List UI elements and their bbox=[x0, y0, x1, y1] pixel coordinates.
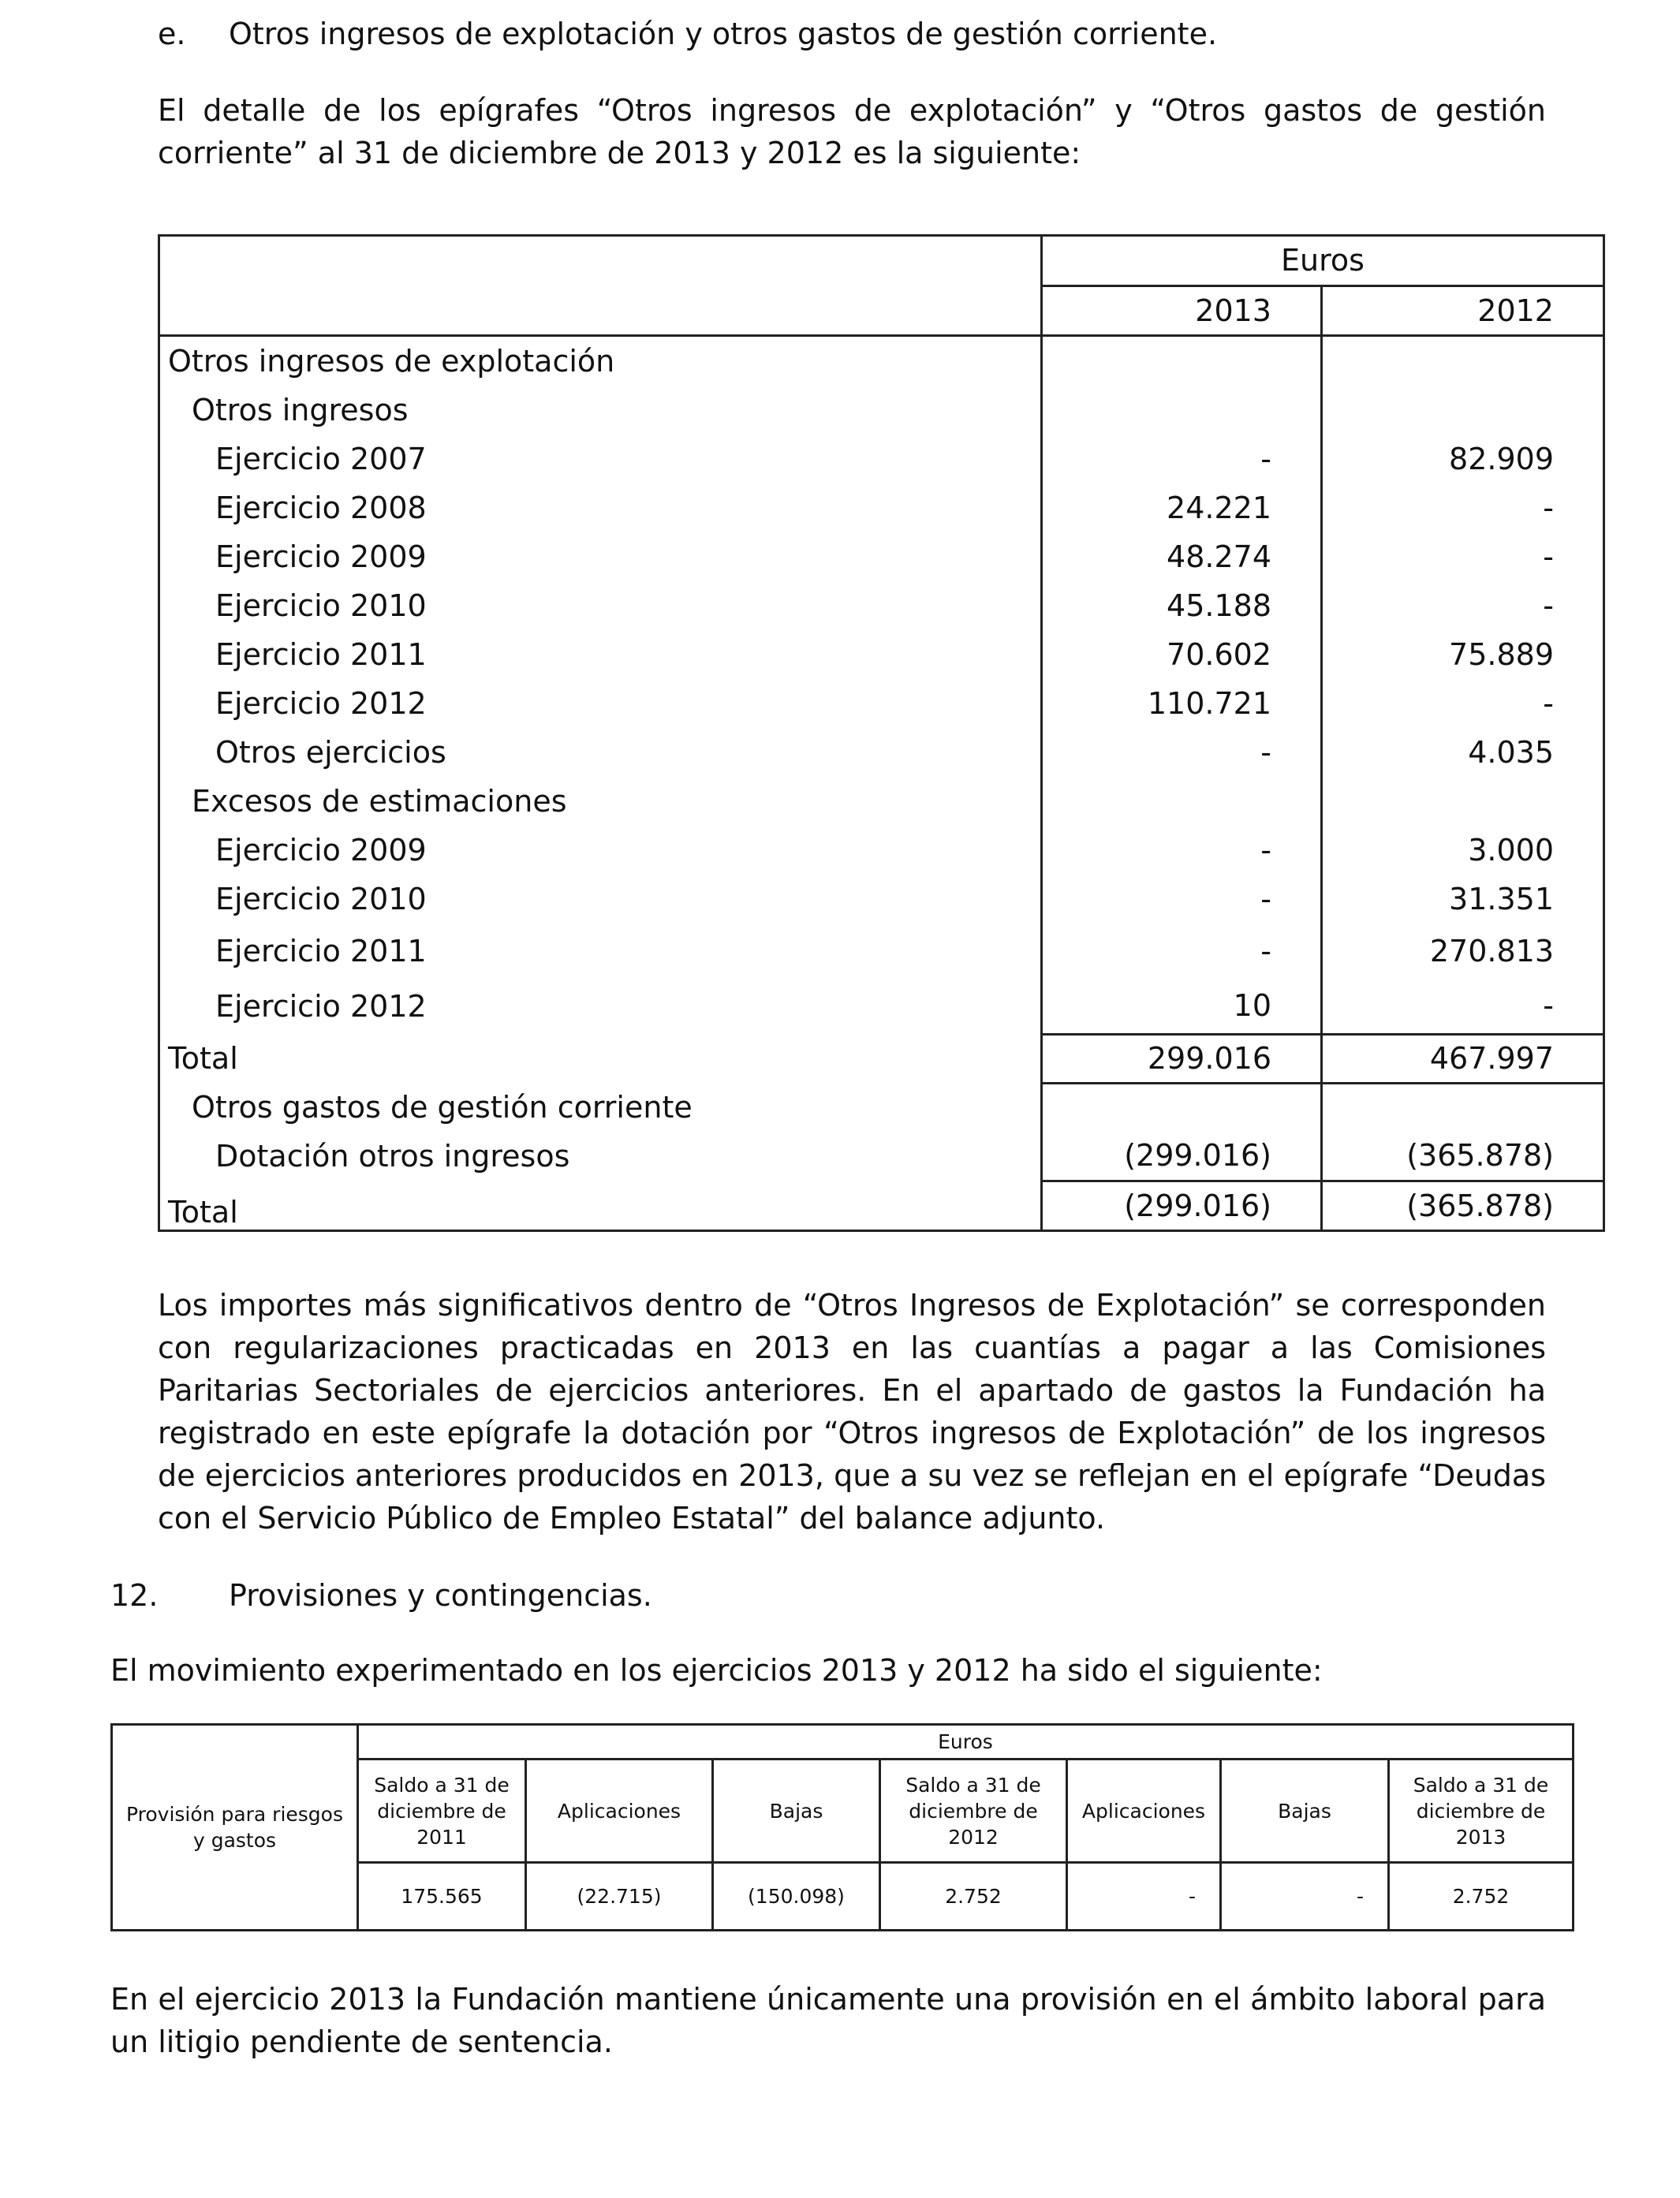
section-e-intro: El detalle de los epígrafes “Otros ingresos de explotación” y “Otros gastos de gestión corriente” al 31 de diciembre de 2013 y 2012 es la siguiente: bbox=[158, 93, 1546, 170]
value-2012: 82.909 bbox=[1322, 435, 1604, 483]
table-cell: (22.715) bbox=[526, 1863, 713, 1931]
row-label: Ejercicio 2009 bbox=[159, 532, 1042, 581]
value-2013: (299.016) bbox=[1042, 1132, 1322, 1181]
row-label: Ejercicio 2008 bbox=[159, 483, 1042, 532]
table-cell: - bbox=[1067, 1863, 1221, 1931]
column-header: Saldo a 31 de diciembre de 2012 bbox=[880, 1760, 1067, 1863]
table-cell: - bbox=[1221, 1863, 1389, 1931]
value-2012: (365.878) bbox=[1322, 1132, 1604, 1181]
row-label: Otros gastos de gestión corriente bbox=[159, 1083, 1042, 1132]
value-2012: - bbox=[1322, 679, 1604, 728]
provision-row-label: Provisión para riesgos y gastos bbox=[112, 1725, 358, 1931]
value-2012 bbox=[1322, 386, 1604, 435]
value-2013: 45.188 bbox=[1042, 581, 1322, 630]
currency-header: Euros bbox=[1042, 236, 1604, 286]
year-header-2012: 2012 bbox=[1322, 285, 1604, 336]
value-2012: - bbox=[1322, 483, 1604, 532]
value-2012 bbox=[1322, 1083, 1604, 1132]
value-2012: 31.351 bbox=[1322, 875, 1604, 924]
column-header: Bajas bbox=[713, 1760, 880, 1863]
row-label: Ejercicio 2012 bbox=[159, 679, 1042, 728]
value-2013: - bbox=[1042, 924, 1322, 979]
total-label: Total bbox=[159, 1181, 1042, 1231]
column-header: Bajas bbox=[1221, 1760, 1389, 1863]
table-cell: 2.752 bbox=[1389, 1863, 1574, 1931]
value-2013 bbox=[1042, 336, 1322, 386]
value-2013: - bbox=[1042, 435, 1322, 483]
row-label: Ejercicio 2011 bbox=[159, 630, 1042, 679]
table-cell: (150.098) bbox=[713, 1863, 880, 1931]
value-2013: - bbox=[1042, 826, 1322, 875]
row-label: Otros ejercicios bbox=[159, 728, 1042, 777]
closing-paragraph: En el ejercicio 2013 la Fundación mantiene únicamente una provisión en el ámbito laboral para un litigio pendiente de sentencia. bbox=[110, 1982, 1546, 2059]
value-2012: 270.813 bbox=[1322, 924, 1604, 979]
explanation-paragraph: Los importes más significativos dentro de “Otros Ingresos de Explotación” se corresponden con regularizaciones practicadas en 2013 en las cuantías a pagar a las Comisiones Paritarias Sectoriales de ejercicios anteriores. En el apartado de gastos la Fundación ha registrado en este epígrafe la dotación por “Otros ingresos de Explotación” de los ingresos de ejercicios anteriores producidos en 2013, que a su vez se reflejan en el epígrafe “Deudas con el Servicio Público de Empleo Estatal” del balance adjunto. bbox=[158, 1288, 1546, 1536]
row-label: Ejercicio 2007 bbox=[159, 435, 1042, 483]
section-12-heading: Provisiones y contingencias. bbox=[229, 1578, 652, 1613]
row-label: Ejercicio 2012 bbox=[159, 979, 1042, 1034]
total-2013: 299.016 bbox=[1042, 1034, 1322, 1083]
section-12-number: 12. bbox=[110, 1578, 159, 1613]
year-header-2013: 2013 bbox=[1042, 285, 1322, 336]
total-2013: (299.016) bbox=[1042, 1181, 1322, 1231]
row-label: Otros ingresos de explotación bbox=[159, 336, 1042, 386]
section-e-letter: e. bbox=[158, 17, 186, 51]
income-expenses-table bbox=[158, 234, 1605, 1232]
total-label: Total bbox=[159, 1034, 1042, 1083]
row-label: Dotación otros ingresos bbox=[159, 1132, 1042, 1181]
value-2012: 4.035 bbox=[1322, 728, 1604, 777]
value-2012 bbox=[1322, 777, 1604, 826]
row-label: Ejercicio 2010 bbox=[159, 875, 1042, 924]
column-header: Aplicaciones bbox=[526, 1760, 713, 1863]
table-cell: 2.752 bbox=[880, 1863, 1067, 1931]
value-2012: - bbox=[1322, 581, 1604, 630]
row-label: Ejercicio 2011 bbox=[159, 924, 1042, 979]
section-12-intro: El movimiento experimentado en los ejercicios 2013 y 2012 ha sido el siguiente: bbox=[110, 1653, 1323, 1688]
row-label: Ejercicio 2010 bbox=[159, 581, 1042, 630]
value-2012: - bbox=[1322, 532, 1604, 581]
column-header: Aplicaciones bbox=[1067, 1760, 1221, 1863]
currency-header: Euros bbox=[358, 1725, 1574, 1760]
value-2013 bbox=[1042, 777, 1322, 826]
value-2013: 48.274 bbox=[1042, 532, 1322, 581]
header-empty-cell bbox=[159, 236, 1042, 286]
value-2012: 75.889 bbox=[1322, 630, 1604, 679]
header-empty-cell bbox=[159, 285, 1042, 336]
value-2013: 70.602 bbox=[1042, 630, 1322, 679]
row-label: Excesos de estimaciones bbox=[159, 777, 1042, 826]
total-2012: 467.997 bbox=[1322, 1034, 1604, 1083]
value-2013 bbox=[1042, 386, 1322, 435]
value-2013 bbox=[1042, 1083, 1322, 1132]
column-header: Saldo a 31 de diciembre de 2011 bbox=[358, 1760, 526, 1863]
value-2013: - bbox=[1042, 875, 1322, 924]
value-2012: 3.000 bbox=[1322, 826, 1604, 875]
row-label: Ejercicio 2009 bbox=[159, 826, 1042, 875]
value-2012: - bbox=[1322, 979, 1604, 1034]
value-2013: 10 bbox=[1042, 979, 1322, 1034]
value-2013: 24.221 bbox=[1042, 483, 1322, 532]
value-2012 bbox=[1322, 336, 1604, 386]
column-header: Saldo a 31 de diciembre de 2013 bbox=[1389, 1760, 1574, 1863]
table-cell: 175.565 bbox=[358, 1863, 526, 1931]
section-e-heading: Otros ingresos de explotación y otros gastos de gestión corriente. bbox=[229, 17, 1218, 51]
value-2013: - bbox=[1042, 728, 1322, 777]
total-2012: (365.878) bbox=[1322, 1181, 1604, 1231]
row-label: Otros ingresos bbox=[159, 386, 1042, 435]
value-2013: 110.721 bbox=[1042, 679, 1322, 728]
provisions-table bbox=[110, 1723, 1574, 1931]
